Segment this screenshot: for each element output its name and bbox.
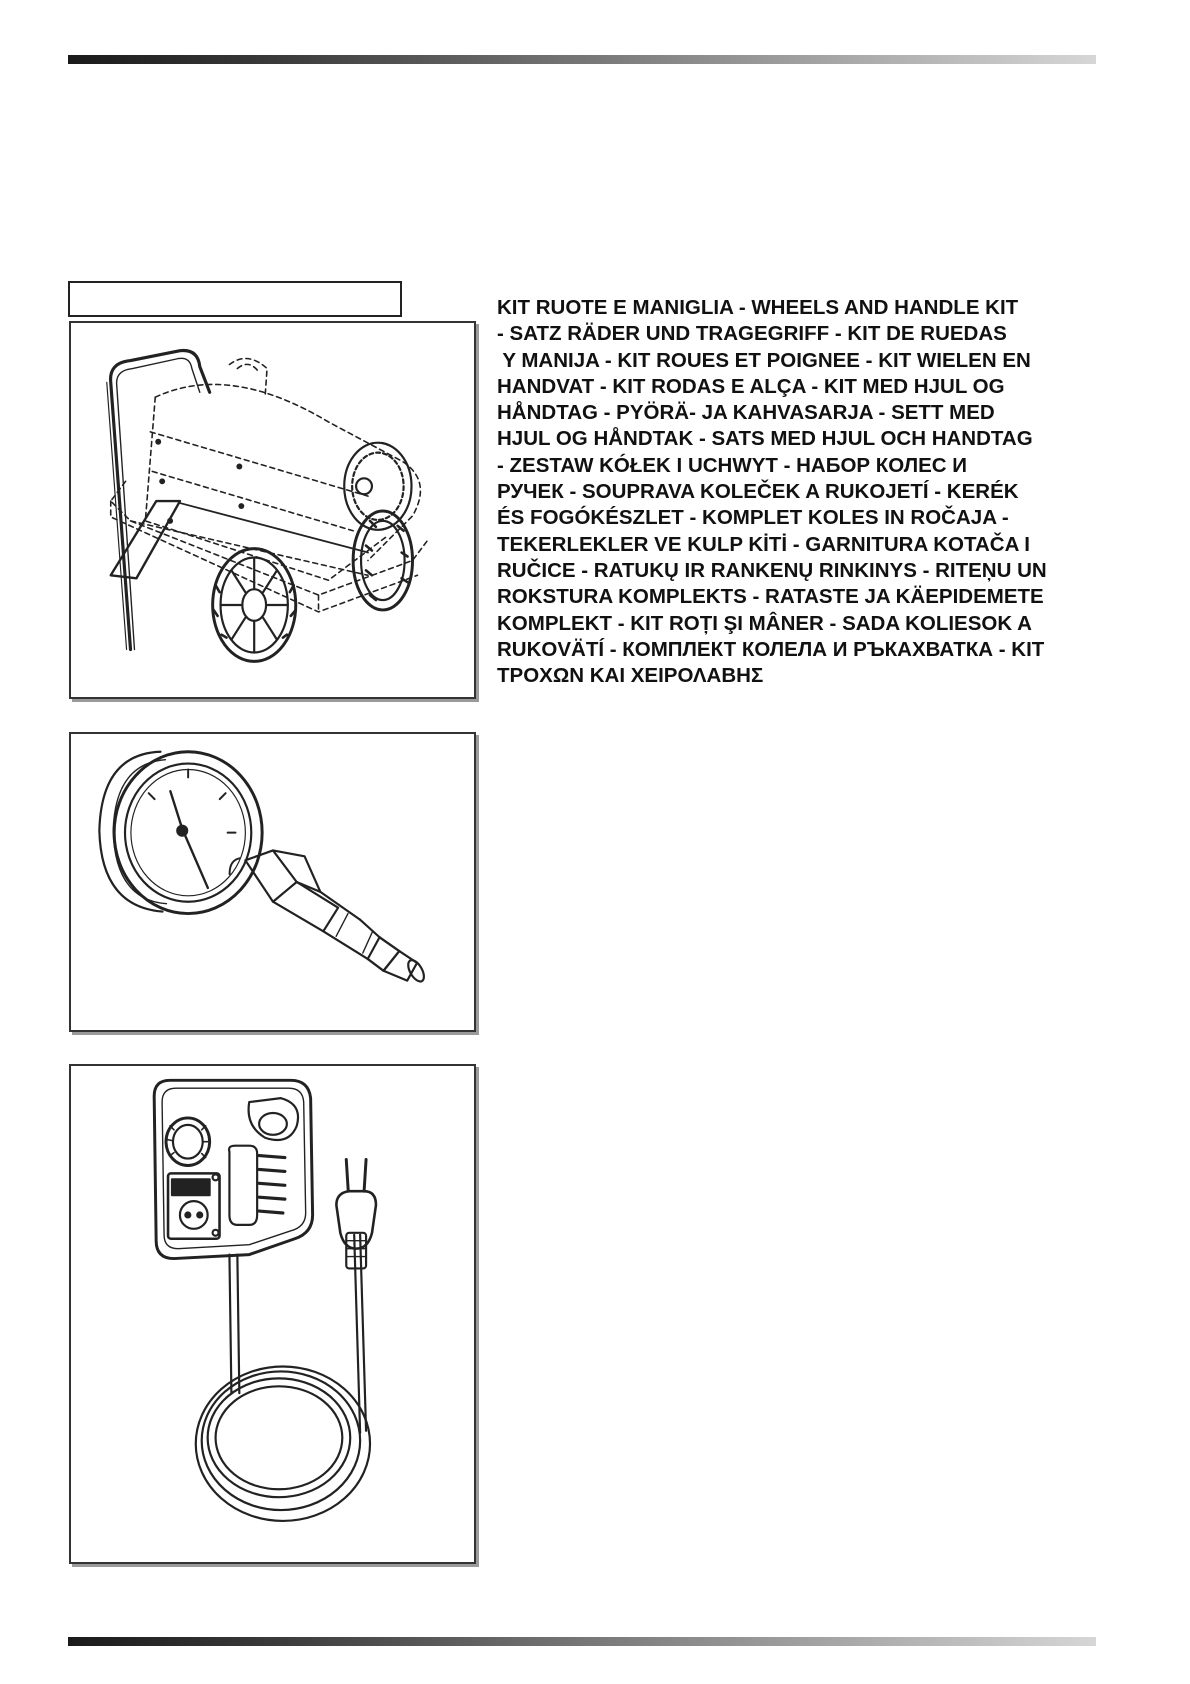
description-line: KOMPLEKT - KIT ROȚI ŞI MÂNER - SADA KOLIESOK A bbox=[497, 611, 1032, 635]
kit-description-multilingual bbox=[497, 295, 1107, 689]
pressure-gauge-illustration bbox=[69, 732, 476, 1032]
description-line: TEKERLEKLER VE KULP KİTİ - GARNITURA KOTAČA I bbox=[497, 532, 1030, 556]
description-line: HÅNDTAG - PYÖRÄ- JA KAHVASARJA - SETT MED bbox=[497, 401, 995, 425]
description-line: RUČICE - RATUKŲ IR RANKENŲ RINKINYS - RITEŅU UN bbox=[497, 558, 1047, 582]
wheels-handle-kit-illustration bbox=[69, 321, 476, 699]
bottom-rule bbox=[68, 1637, 1096, 1646]
thermostat-cable-illustration bbox=[69, 1064, 476, 1564]
description-line: RUKOVÄTÍ - КОМПЛЕКТ КОЛЕЛА И РЪКАХВАТКА - KIT bbox=[497, 637, 1045, 661]
description-line: - SATZ RÄDER UND TRAGEGRIFF - KIT DE RUEDAS bbox=[497, 322, 1007, 346]
description-line: KIT RUOTE E MANIGLIA - WHEELS AND HANDLE KIT bbox=[497, 296, 1019, 319]
top-rule bbox=[68, 55, 1096, 64]
description-line: РУЧЕК - SOUPRAVA KOLEČEK A RUKOJETÍ - KERÉK bbox=[497, 480, 1019, 504]
description-line: ΤΡΟΧΩΝ ΚΑΙ ΧΕΙΡΟΛΑΒΗΣ bbox=[497, 664, 764, 688]
description-line: HANDVAT - KIT RODAS E ALÇA - KIT MED HJUL OG bbox=[497, 374, 1005, 398]
description-line: Y MANIJA - KIT ROUES ET POIGNEE - KIT WIELEN EN bbox=[497, 348, 1031, 372]
description-line: ÉS FOGÓKÉSZLET - KOMPLET KOLES IN ROČAJA - bbox=[497, 506, 1009, 530]
description-line: HJUL OG HÅNDTAK - SATS MED HJUL OCH HANDTAG bbox=[497, 427, 1033, 451]
section-label-box bbox=[68, 281, 402, 317]
description-line: ROKSTURA KOMPLEKTS - RATASTE JA KÄEPIDEMETE bbox=[497, 585, 1044, 609]
description-line: - ZESTAW KÓŁEK I UCHWYT - НАБОР КОЛЕС И bbox=[497, 453, 968, 477]
